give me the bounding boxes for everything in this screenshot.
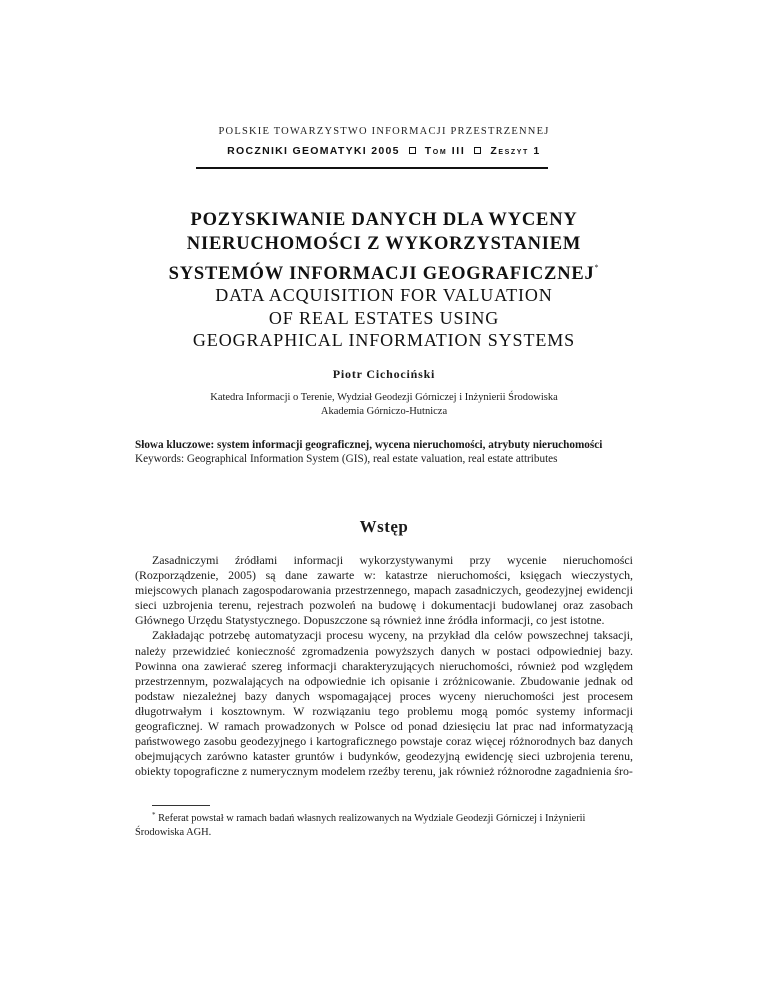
journal-line	[0, 145, 768, 157]
affiliation-department: Katedra Informacji o Terenie, Wydział Geodezji Górniczej i Inżynierii Środowiska	[210, 392, 558, 403]
title-footnote-mark: *	[594, 263, 600, 272]
title-polish	[130, 208, 638, 286]
footnote-rule	[152, 805, 210, 806]
square-separator-icon	[409, 147, 416, 154]
title-polish-line: POZYSKIWANIE DANYCH DLA WYCENY	[190, 210, 578, 230]
title-english	[130, 284, 638, 352]
journal-volume: Tom III	[424, 145, 466, 157]
header-rule	[196, 167, 548, 169]
body-text	[135, 553, 633, 779]
section-heading: Wstęp	[359, 517, 409, 536]
author-name: Piotr Cichociński	[332, 367, 436, 381]
footnote-mark: *	[152, 811, 156, 819]
society-name: POLSKIE TOWARZYSTWO INFORMACJI PRZESTRZENNEJ	[218, 126, 550, 137]
footnote-text: Referat powstał w ramach badań własnych realizowanych na Wydziale Geodezji Górniczej i Inżynierii Środowiska AGH.	[135, 813, 586, 838]
title-polish-line: SYSTEMÓW INFORMACJI GEOGRAFICZNEJ*	[168, 263, 600, 284]
affiliation-university: Akademia Górniczo-Hutnicza	[320, 405, 448, 417]
journal-issue: Zeszyt 1	[490, 145, 541, 157]
affiliation	[0, 391, 768, 418]
title-english-line: OF REAL ESTATES USING	[268, 307, 500, 328]
paragraph: Zakładając potrzebę automatyzacji procesu wyceny, na przykład dla celów powszechnej taksacji, należy przewidzieć konieczność zgromadzenia powyższych danych w postaci odpowiedniej bazy. Powinna ona zawierać szereg informacji charakteryzujących nieruchomości, również pod względem przestrzennym, pozwalających na odpowiednie ich opisanie i zróżnicowanie. Zbudowanie jednak od podstaw niezależnej bazy danych wspomagającej proces wyceny nieruchomości jest procesem długotrwałym i kosztownym. W rozwiązaniu tego problemu mogą pomóc systemy informacji geograficznej. W ramach prowadzonych w Polsce od ponad dziesięciu lat prac nad informatyzacją państwowego zasobu geodezyjnego i kartograficznego powstaje coraz więcej różnorodnych baz danych obejmujących zarówno kataster gruntów i budynków, geodezyjną ewidencję sieci uzbrojenia terenu, obiekty topograficzne z numerycznym modelem rzeźby terenu, jak również różnorodne zagadnienia śro-	[135, 628, 633, 779]
footnote	[135, 808, 633, 840]
keywords-block	[135, 439, 633, 466]
keywords-english: Keywords: Geographical Information System (GIS), real estate valuation, real estate attributes	[135, 452, 558, 465]
keywords-polish: Słowa kluczowe: system informacji geograficznej, wycena nieruchomości, atrybuty nieruchomości	[135, 439, 603, 451]
paragraph: Zasadniczymi źródłami informacji wykorzystywanymi przy wycenie nieruchomości (Rozporządzenie, 2005) są dane zawarte w: katastrze nieruchomości, księgach wieczystych, miejscowych planach zagospodarowania przestrzennego, mapach zasadniczych, geodezyjnej ewidencji sieci uzbrojenia terenu, rejestrach pozwoleń na budowę i dokumentacji budowlanej oraz zasobach Głównego Urzędu Statystycznego. Dopuszczone są również inne źródła informacji, co jest istotne.	[135, 553, 633, 628]
journal-name: ROCZNIKI GEOMATYKI 2005	[227, 145, 400, 157]
title-english-line: GEOGRAPHICAL INFORMATION SYSTEMS	[192, 330, 576, 350]
title-english-line: DATA ACQUISITION FOR VALUATION	[215, 285, 553, 305]
square-separator-icon	[474, 147, 481, 154]
title-polish-line: NIERUCHOMOŚCI Z WYKORZYSTANIEM	[186, 234, 582, 254]
